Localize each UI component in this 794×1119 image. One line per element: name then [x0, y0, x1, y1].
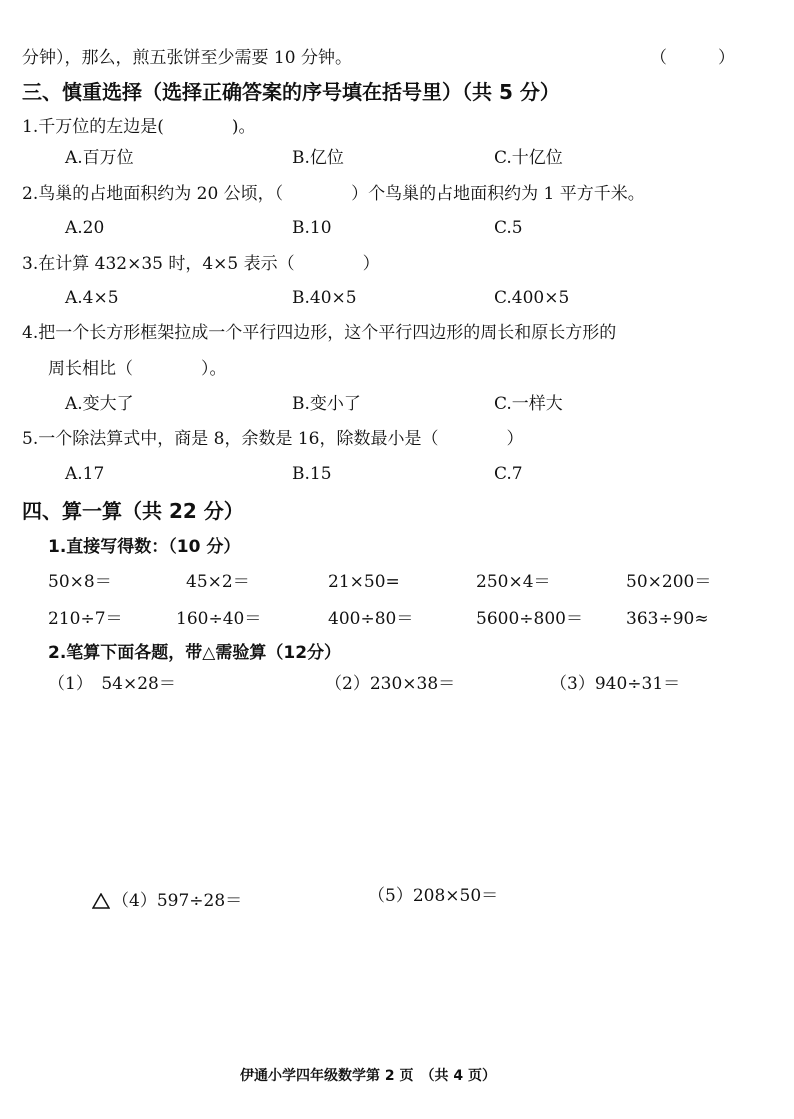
written-calc-4: （4）597÷28＝ [112, 891, 243, 911]
mental-calc-8: 400÷80＝ [328, 609, 414, 629]
mental-calc-9: 5600÷800＝ [476, 609, 583, 629]
q5-option-c: C.7 [494, 464, 523, 484]
q1-option-c: C.十亿位 [494, 148, 563, 168]
part-1-title: 1.直接写得数：（10 分） [48, 537, 241, 557]
mental-calc-2: 45×2＝ [186, 572, 250, 592]
mental-calc-1: 50×8＝ [48, 572, 112, 592]
answer-parenthesis: （ ） [650, 48, 735, 68]
q2-option-a: A.20 [65, 218, 105, 238]
q4-option-c: C.一样大 [494, 394, 563, 414]
written-calc-3: （3）940÷31＝ [550, 674, 681, 694]
mental-calc-4: 250×4＝ [476, 572, 551, 592]
written-calc-5: （5）208×50＝ [368, 886, 499, 906]
q1-option-b: B.亿位 [292, 148, 344, 168]
section-4-title: 四、算一算（共 22 分） [22, 499, 244, 523]
q2-option-c: C.5 [494, 218, 523, 238]
q4-stem-continuation: 周长相比（ ）。 [48, 359, 227, 379]
written-calc-1: （1） 54×28＝ [48, 674, 176, 694]
mental-calc-7: 160÷40＝ [176, 609, 262, 629]
part-2-title: 2.笔算下面各题，带△需验算（12分） [48, 643, 342, 663]
q3-stem: 3.在计算 432×35 时，4×5 表示（ ） [22, 254, 380, 274]
mental-calc-6: 210÷7＝ [48, 609, 123, 629]
q4-stem: 4.把一个长方形框架拉成一个平行四边形，这个平行四边形的周长和原长方形的 [22, 323, 617, 343]
section-3-title: 三、慎重选择（选择正确答案的序号填在括号里）（共 5 分） [22, 80, 560, 104]
q5-stem: 5.一个除法算式中，商是 8，余数是 16，除数最小是（ ） [22, 429, 524, 449]
mental-calc-3: 21×50= [328, 572, 400, 592]
written-calc-2: （2）230×38＝ [325, 674, 456, 694]
q3-option-c: C.400×5 [494, 288, 570, 308]
q5-option-b: B.15 [292, 464, 332, 484]
mental-calc-10: 363÷90≈ [626, 609, 709, 629]
q3-option-b: B.40×5 [292, 288, 357, 308]
q1-stem: 1.千万位的左边是( )。 [22, 117, 256, 137]
q2-stem: 2.鸟巢的占地面积约为 20 公顷，（ ）个鸟巢的占地面积约为 1 平方千米。 [22, 184, 645, 204]
page-footer: 伊通小学四年级数学第 2 页 （共 4 页） [240, 1068, 496, 1084]
q3-option-a: A.4×5 [65, 288, 119, 308]
triangle-verify-icon [92, 893, 110, 909]
q5-option-a: A.17 [65, 464, 105, 484]
q2-option-b: B.10 [292, 218, 332, 238]
q1-option-a: A.百万位 [65, 148, 134, 168]
q4-option-b: B.变小了 [292, 394, 361, 414]
previous-question-continuation: 分钟），那么，煎五张饼至少需要 10 分钟。 [22, 48, 352, 68]
mental-calc-5: 50×200＝ [626, 572, 712, 592]
q4-option-a: A.变大了 [65, 394, 134, 414]
